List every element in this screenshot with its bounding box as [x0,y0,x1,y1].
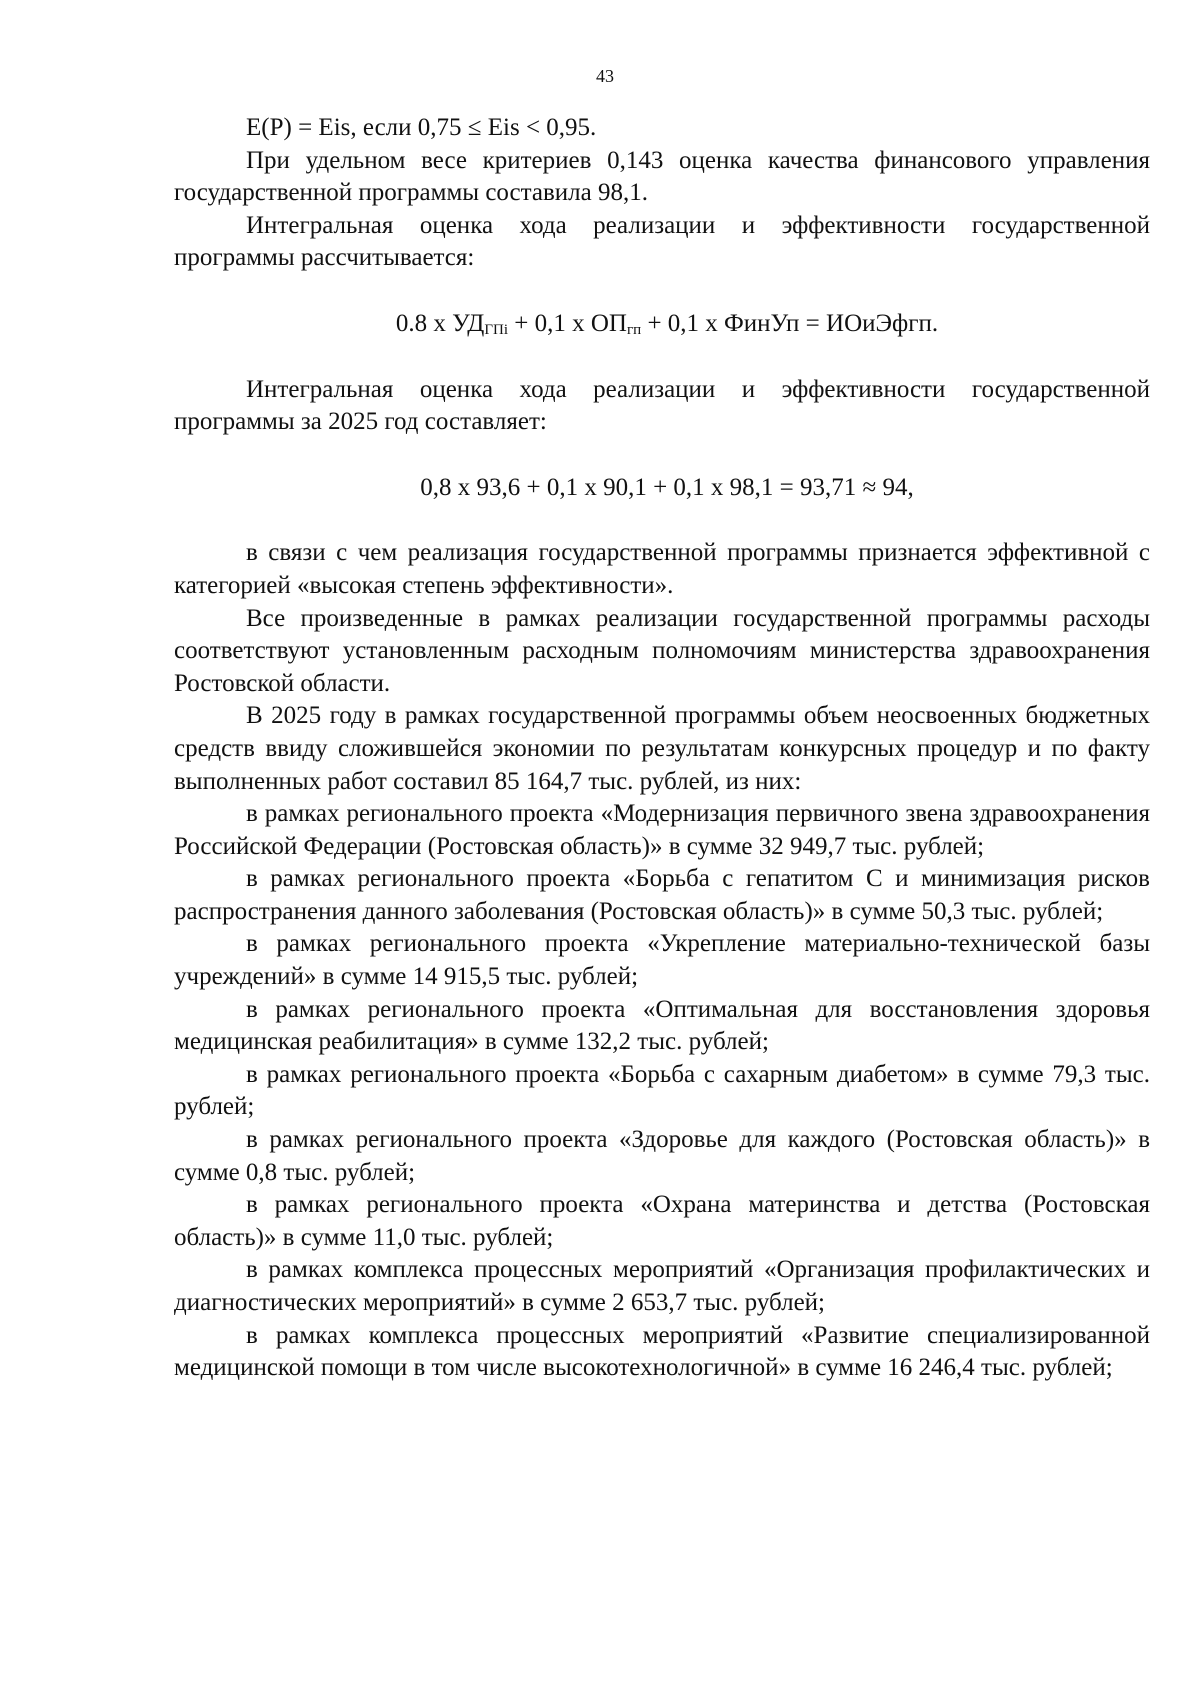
paragraph: Все произведенные в рамках реализации государственной программы расходы соответствуют установленным расходным полномочиям министерства здравоохранения Ростовской области. [174,604,1150,697]
list-item: в рамках регионального проекта «Оптимальная для восстановления здоровья медицинская реабилитация» в сумме 132,2 тыс. рублей; [174,995,1150,1056]
formula-part: 0.8 x УД [395,309,485,337]
list-item: в рамках регионального проекта «Борьба с сахарным диабетом» в сумме 79,3 тыс. рублей; [174,1060,1150,1121]
formula-integral-result: 0,8 x 93,6 + 0,1 x 90,1 + 0,1 x 98,1 = 93,71 ≈ 94, [420,473,914,501]
list-item: в рамках регионального проекта «Здоровье для каждого (Ростовская область)» в сумме 0,8 тыс. рублей; [174,1126,1150,1186]
paragraph: Интегральная оценка хода реализации и эффективности государственной программы рассчитывается: [174,211,1150,272]
paragraph: в связи с чем реализация государственной программы признается эффективной с категорией «высокая степень эффективности». [174,539,1150,599]
paragraph: E(P) = Eis, если 0,75 ≤ Eis < 0,95. [246,114,597,141]
paragraph: Интегральная оценка хода реализации и эффективности государственной программы за 2025 год составляет: [174,375,1150,436]
document-body [174,112,1150,1385]
formula-integral-definition [174,308,1150,341]
list-item: в рамках регионального проекта «Укрепление материально-технической базы учреждений» в сумме 14 915,5 тыс. рублей; [174,930,1150,991]
formula-subscript: гп [627,321,642,338]
list-item: в рамках комплекса процессных мероприятий «Развитие специализированной медицинской помощи в том числе высокотехнологичной» в сумме 16 246,4 тыс. рублей; [174,1321,1150,1382]
formula-part: + 0,1 x ФинУп = ИОиЭфгп. [641,309,939,337]
list-item: в рамках регионального проекта «Борьба с гепатитом С и минимизация рисков распространения данного заболевания (Ростовская область)» в сумме 50,3 тыс. рублей; [174,865,1150,925]
formula-subscript: ГПi [484,321,509,338]
list-item: в рамках комплекса процессных мероприятий «Организация профилактических и диагностических мероприятий» в сумме 2 653,7 тыс. рублей; [174,1256,1150,1316]
paragraph: В 2025 году в рамках государственной программы объем неосвоенных бюджетных средств ввиду сложившейся экономии по результатам конкурсных процедур и по факту выполненных работ составил 85 164,7 тыс. рублей, из них: [174,702,1150,795]
page-number: 43 [596,66,614,86]
formula-part: + 0,1 x ОП [508,309,627,337]
list-item: в рамках регионального проекта «Модернизация первичного звена здравоохранения Российской Федерации (Ростовская область)» в сумме 32 949,7 тыс. рублей; [174,800,1150,860]
list-item: в рамках регионального проекта «Охрана материнства и детства (Ростовская область)» в сумме 11,0 тыс. рублей; [174,1191,1150,1251]
paragraph: При удельном весе критериев 0,143 оценка качества финансового управления государственной программы составила 98,1. [174,146,1150,207]
